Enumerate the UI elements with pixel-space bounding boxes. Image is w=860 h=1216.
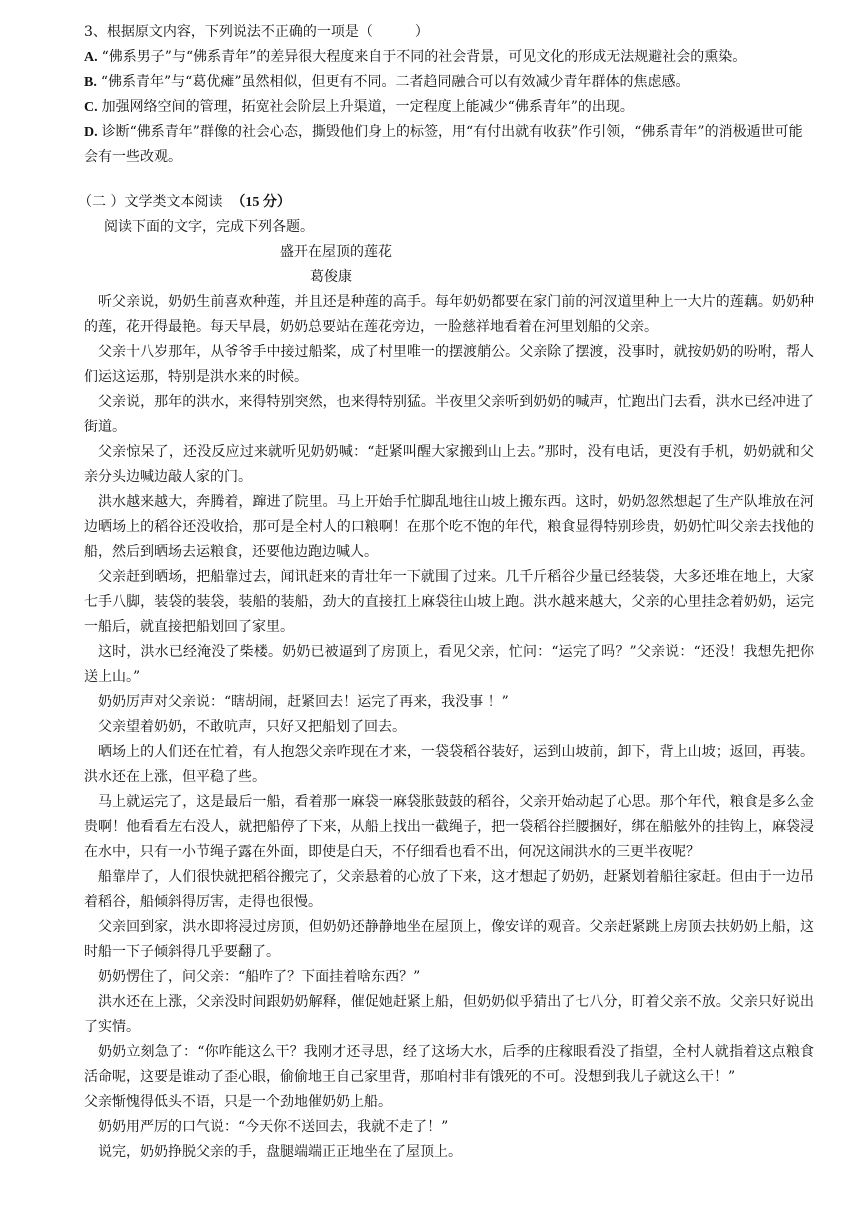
option-d: [84, 120, 814, 170]
paragraph: 奶奶厉声对父亲说：“瞎胡闹，赶紧回去！运完了再来，我没事 ！”: [98, 694, 509, 710]
paragraph: 父亲惭愧得低头不语，只是一个劲地催奶奶上船。: [84, 1094, 392, 1110]
paragraph: 父亲说，那年的洪水，来得特别突然，也来得特别猛。半夜里父亲听到奶奶的喊声，忙跑出门去看，洪水已经冲进了街道。: [84, 394, 814, 435]
question-title: 3、根据原文内容，下列说法不正确的一项是（ ）: [84, 24, 429, 40]
option-letter: C.: [84, 100, 98, 115]
literary-reading-section: [78, 190, 814, 1165]
option-text: “佛系男子”与“佛系青年”的差异很大程度来自于不同的社会背景，可见文化的形成无法规避社会的熏染。: [101, 49, 747, 65]
paragraph: 父亲十八岁那年，从爷爷手中接过船桨，成了村里唯一的摆渡艄公。父亲除了摆渡，没事时，就按奶奶的吩咐，帮人们运这运那，特别是洪水来的时候。: [84, 344, 814, 385]
paragraph: 晒场上的人们还在忙着，有人抱怨父亲咋现在才来，一袋袋稻谷装好，运到山坡前，卸下，背上山坡；返回，再装。洪水还在上涨，但平稳了些。: [84, 744, 814, 785]
paragraph: 听父亲说，奶奶生前喜欢种莲，并且还是种莲的高手。每年奶奶都要在家门前的河汊道里种上一大片的莲藕。奶奶种的莲，花开得最艳。每天早晨，奶奶总要站在莲花旁边，一脸慈祥地看着在河里划船的父亲。: [84, 294, 814, 335]
paragraph: 奶奶用严厉的口气说：“今天你不送回去，我就不走了！”: [98, 1119, 449, 1135]
section-instruction: 阅读下面的文字，完成下列各题。: [104, 219, 314, 235]
paragraph: 奶奶立刻急了：“你咋能这么干？我刚才还寻思，经了这场大水，后季的庄稼眼看没了指望，全村人就指着这点粮食活命呢，这要是谁动了歪心眼，偷偷地王自己家里背，那咱村非有饿死的不可。没想到我儿子就这么干！”: [84, 1044, 814, 1085]
paragraph: 说完，奶奶挣脱父亲的手，盘腿端端正正地坐在了屋顶上。: [98, 1144, 462, 1160]
option-text: “佛系青年”与“葛优瘫”虽然相似，但更有不同。二者趋同融合可以有效减少青年群体的焦虑感。: [100, 74, 690, 90]
option-text: 加强网络空间的管理，拓宽社会阶层上升渠道，一定程度上能减少“佛系青年”的出现。: [101, 99, 634, 115]
story-author: 葛俊康: [310, 269, 352, 285]
option-text: 诊断“佛系青年”群像的社会心态，撕毁他们身上的标签，用“有付出就有收获”作引领，“佛系青年”的消极遁世可能会有一些改观。: [84, 124, 803, 165]
section-score: （15 分）: [231, 195, 291, 210]
story-body: [84, 290, 814, 1165]
story-title: 盛开在屋顶的莲花: [280, 244, 392, 260]
question-block: [84, 20, 814, 170]
paragraph: 父亲望着奶奶，不敢吭声，只好又把船划了回去。: [98, 719, 406, 735]
paragraph: 奶奶愣住了，问父亲：“船咋了？下面挂着啥东西？”: [98, 969, 421, 985]
paragraph: 洪水越来越大，奔腾着，蹿进了院里。马上开始手忙脚乱地往山坡上搬东西。这时，奶奶忽然想起了生产队堆放在河边晒场上的稻谷还没收拾，那可是全村人的口粮啊！在那个吃不饱的年代，粮食显得特别珍贵，奶奶忙叫父亲去找他的船，然后到晒场去运粮食，还要他边跑边喊人。: [84, 494, 814, 560]
section-heading: [78, 190, 814, 215]
paragraph: 船靠岸了，人们很快就把稻谷搬完了，父亲悬着的心放了下来，这才想起了奶奶，赶紧划着船往家赶。但由于一边吊着稻谷，船倾斜得厉害，走得也很慢。: [84, 869, 814, 910]
paragraph: 父亲赶到晒场，把船靠过去，闻讯赶来的青壮年一下就围了过来。几千斤稻谷少量已经装袋，大多还堆在地上，大家七手八脚，装袋的装袋，装船的装船，劲大的直接扛上麻袋往山坡上跑。洪水越来越大，父亲的心里挂念着奶奶，运完一船后，就直接把船划回了家里。: [84, 569, 814, 635]
section-heading-text: （二 ）文学类文本阅读: [78, 194, 223, 210]
paragraph: 马上就运完了，这是最后一船，看着那一麻袋一麻袋胀鼓鼓的稻谷，父亲开始动起了心思。那个年代，粮食是多么金贵啊！他看看左右没人，就把船停了下来，从船上找出一截绳子，把一袋稻谷拦腰捆好，绑在船舷外的挂钩上，麻袋浸在水中，只有一小节绳子露在外面，即使是白天，不仔细看也看不出，何况这闹洪水的三更半夜呢？: [84, 794, 814, 860]
paragraph: 洪水还在上涨，父亲没时间跟奶奶解释，催促她赶紧上船，但奶奶似乎猜出了七八分，盯着父亲不放。父亲只好说出了实情。: [84, 994, 814, 1035]
paragraph: 这时，洪水已经淹没了柴楼。奶奶已被逼到了房顶上，看见父亲，忙问：“运完了吗？”父亲说：“还没！我想先把你送上山。”: [84, 644, 814, 685]
option-a: [84, 45, 814, 70]
option-b: [84, 70, 814, 95]
paragraph: 父亲惊呆了，还没反应过来就听见奶奶喊：“赶紧叫醒大家搬到山上去。”那时，没有电话，更没有手机，奶奶就和父亲分头边喊边敲人家的门。: [84, 444, 814, 485]
option-c: [84, 95, 814, 120]
option-letter: B.: [84, 75, 97, 90]
option-letter: D.: [84, 125, 98, 140]
paragraph: 父亲回到家，洪水即将浸过房顶，但奶奶还静静地坐在屋顶上，像安详的观音。父亲赶紧跳上房顶去扶奶奶上船，这时船一下子倾斜得几乎要翻了。: [84, 919, 814, 960]
option-letter: A.: [84, 50, 98, 65]
document-page: [78, 20, 814, 1165]
